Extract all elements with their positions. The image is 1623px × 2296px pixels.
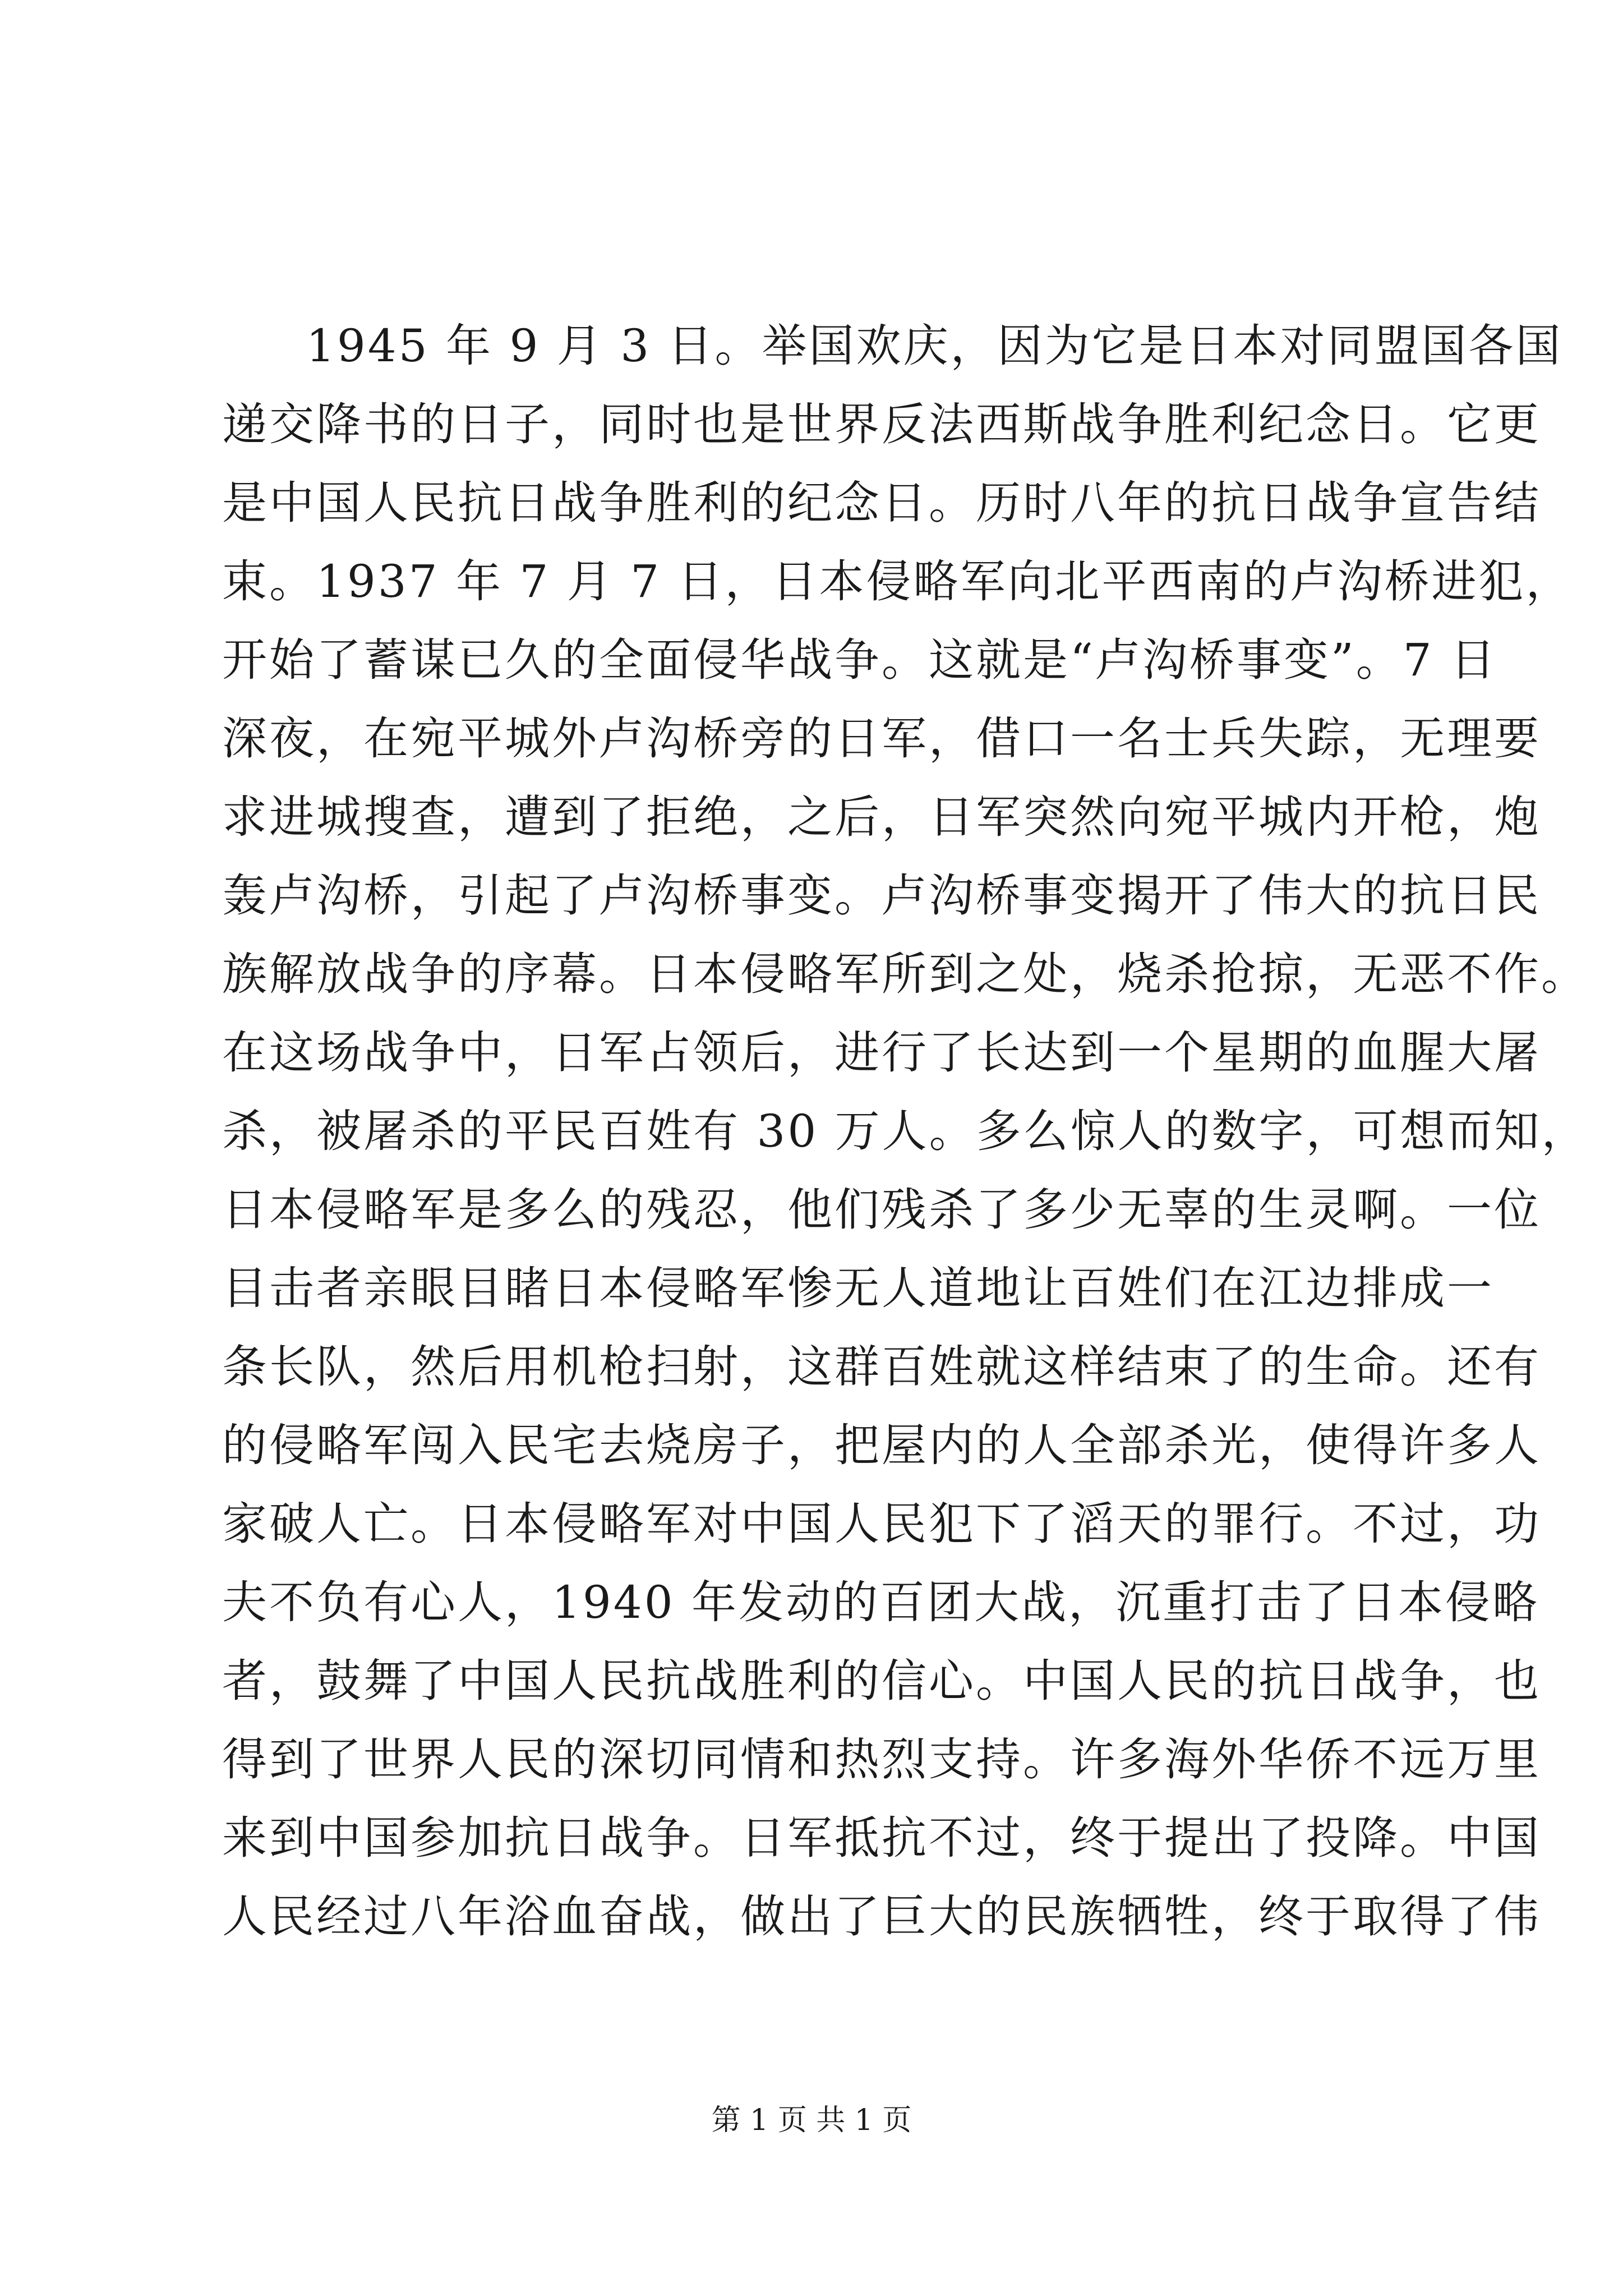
text-line: 日本侵略军是多么的残忍，他们残杀了多少无辜的生灵啊。一位 (222, 1184, 1541, 1236)
text-line: 在这场战争中，日军占领后，进行了长达到一个星期的血腥大屠 (222, 1027, 1541, 1079)
text-line: 杀，被屠杀的平民百姓有 30 万人。多么惊人的数字，可想而知， (222, 1105, 1589, 1157)
text-line: 家破人亡。日本侵略军对中国人民犯下了滔天的罪行。不过，功 (222, 1498, 1541, 1550)
text-line: 夫不负有心人，1940 年发动的百团大战，沉重打击了日本侵略 (222, 1576, 1540, 1628)
text-line: 条长队，然后用机枪扫射，这群百姓就这样结束了的生命。还有 (222, 1341, 1541, 1393)
text-line: 1945 年 9 月 3 日。举国欢庆，因为它是日本对同盟国各国 (306, 320, 1563, 372)
text-line: 求进城搜查，遭到了拒绝，之后，日军突然向宛平城内开枪，炮 (222, 791, 1541, 843)
text-line: 人民经过八年浴血奋战，做出了巨大的民族牺牲，终于取得了伟 (222, 1890, 1541, 1943)
text-line: 是中国人民抗日战争胜利的纪念日。历时八年的抗日战争宣告结 (222, 477, 1541, 529)
text-line: 族解放战争的序幕。日本侵略军所到之处，烧杀抢掠，无恶不作。 (222, 948, 1588, 1000)
text-line: 来到中国参加抗日战争。日军抵抗不过，终于提出了投降。中国 (222, 1812, 1541, 1864)
text-line: 轰卢沟桥，引起了卢沟桥事变。卢沟桥事变揭开了伟大的抗日民 (222, 869, 1541, 922)
text-line: 递交降书的日子，同时也是世界反法西斯战争胜利纪念日。它更 (222, 398, 1541, 450)
text-line: 束。1937 年 7 月 7 日，日本侵略军向北平西南的卢沟桥进犯， (222, 555, 1573, 608)
text-line: 者，鼓舞了中国人民抗战胜利的信心。中国人民的抗日战争，也 (222, 1655, 1541, 1707)
body-paragraph (222, 307, 1589, 1956)
text-line: 深夜，在宛平城外卢沟桥旁的日军，借口一名士兵失踪，无理要 (222, 712, 1541, 765)
text-line: 目击者亲眼目睹日本侵略军惨无人道地让百姓们在江边排成一 (222, 1262, 1494, 1314)
text-line: 开始了蓄谋已久的全面侵华战争。这就是“卢沟桥事变”。7 日 (222, 634, 1498, 686)
text-line: 的侵略军闯入民宅去烧房子，把屋内的人全部杀光，使得许多人 (222, 1419, 1541, 1471)
text-line: 得到了世界人民的深切同情和热烈支持。许多海外华侨不远万里 (222, 1733, 1541, 1786)
page-footer: 第 1 页 共 1 页 (711, 2104, 912, 2137)
